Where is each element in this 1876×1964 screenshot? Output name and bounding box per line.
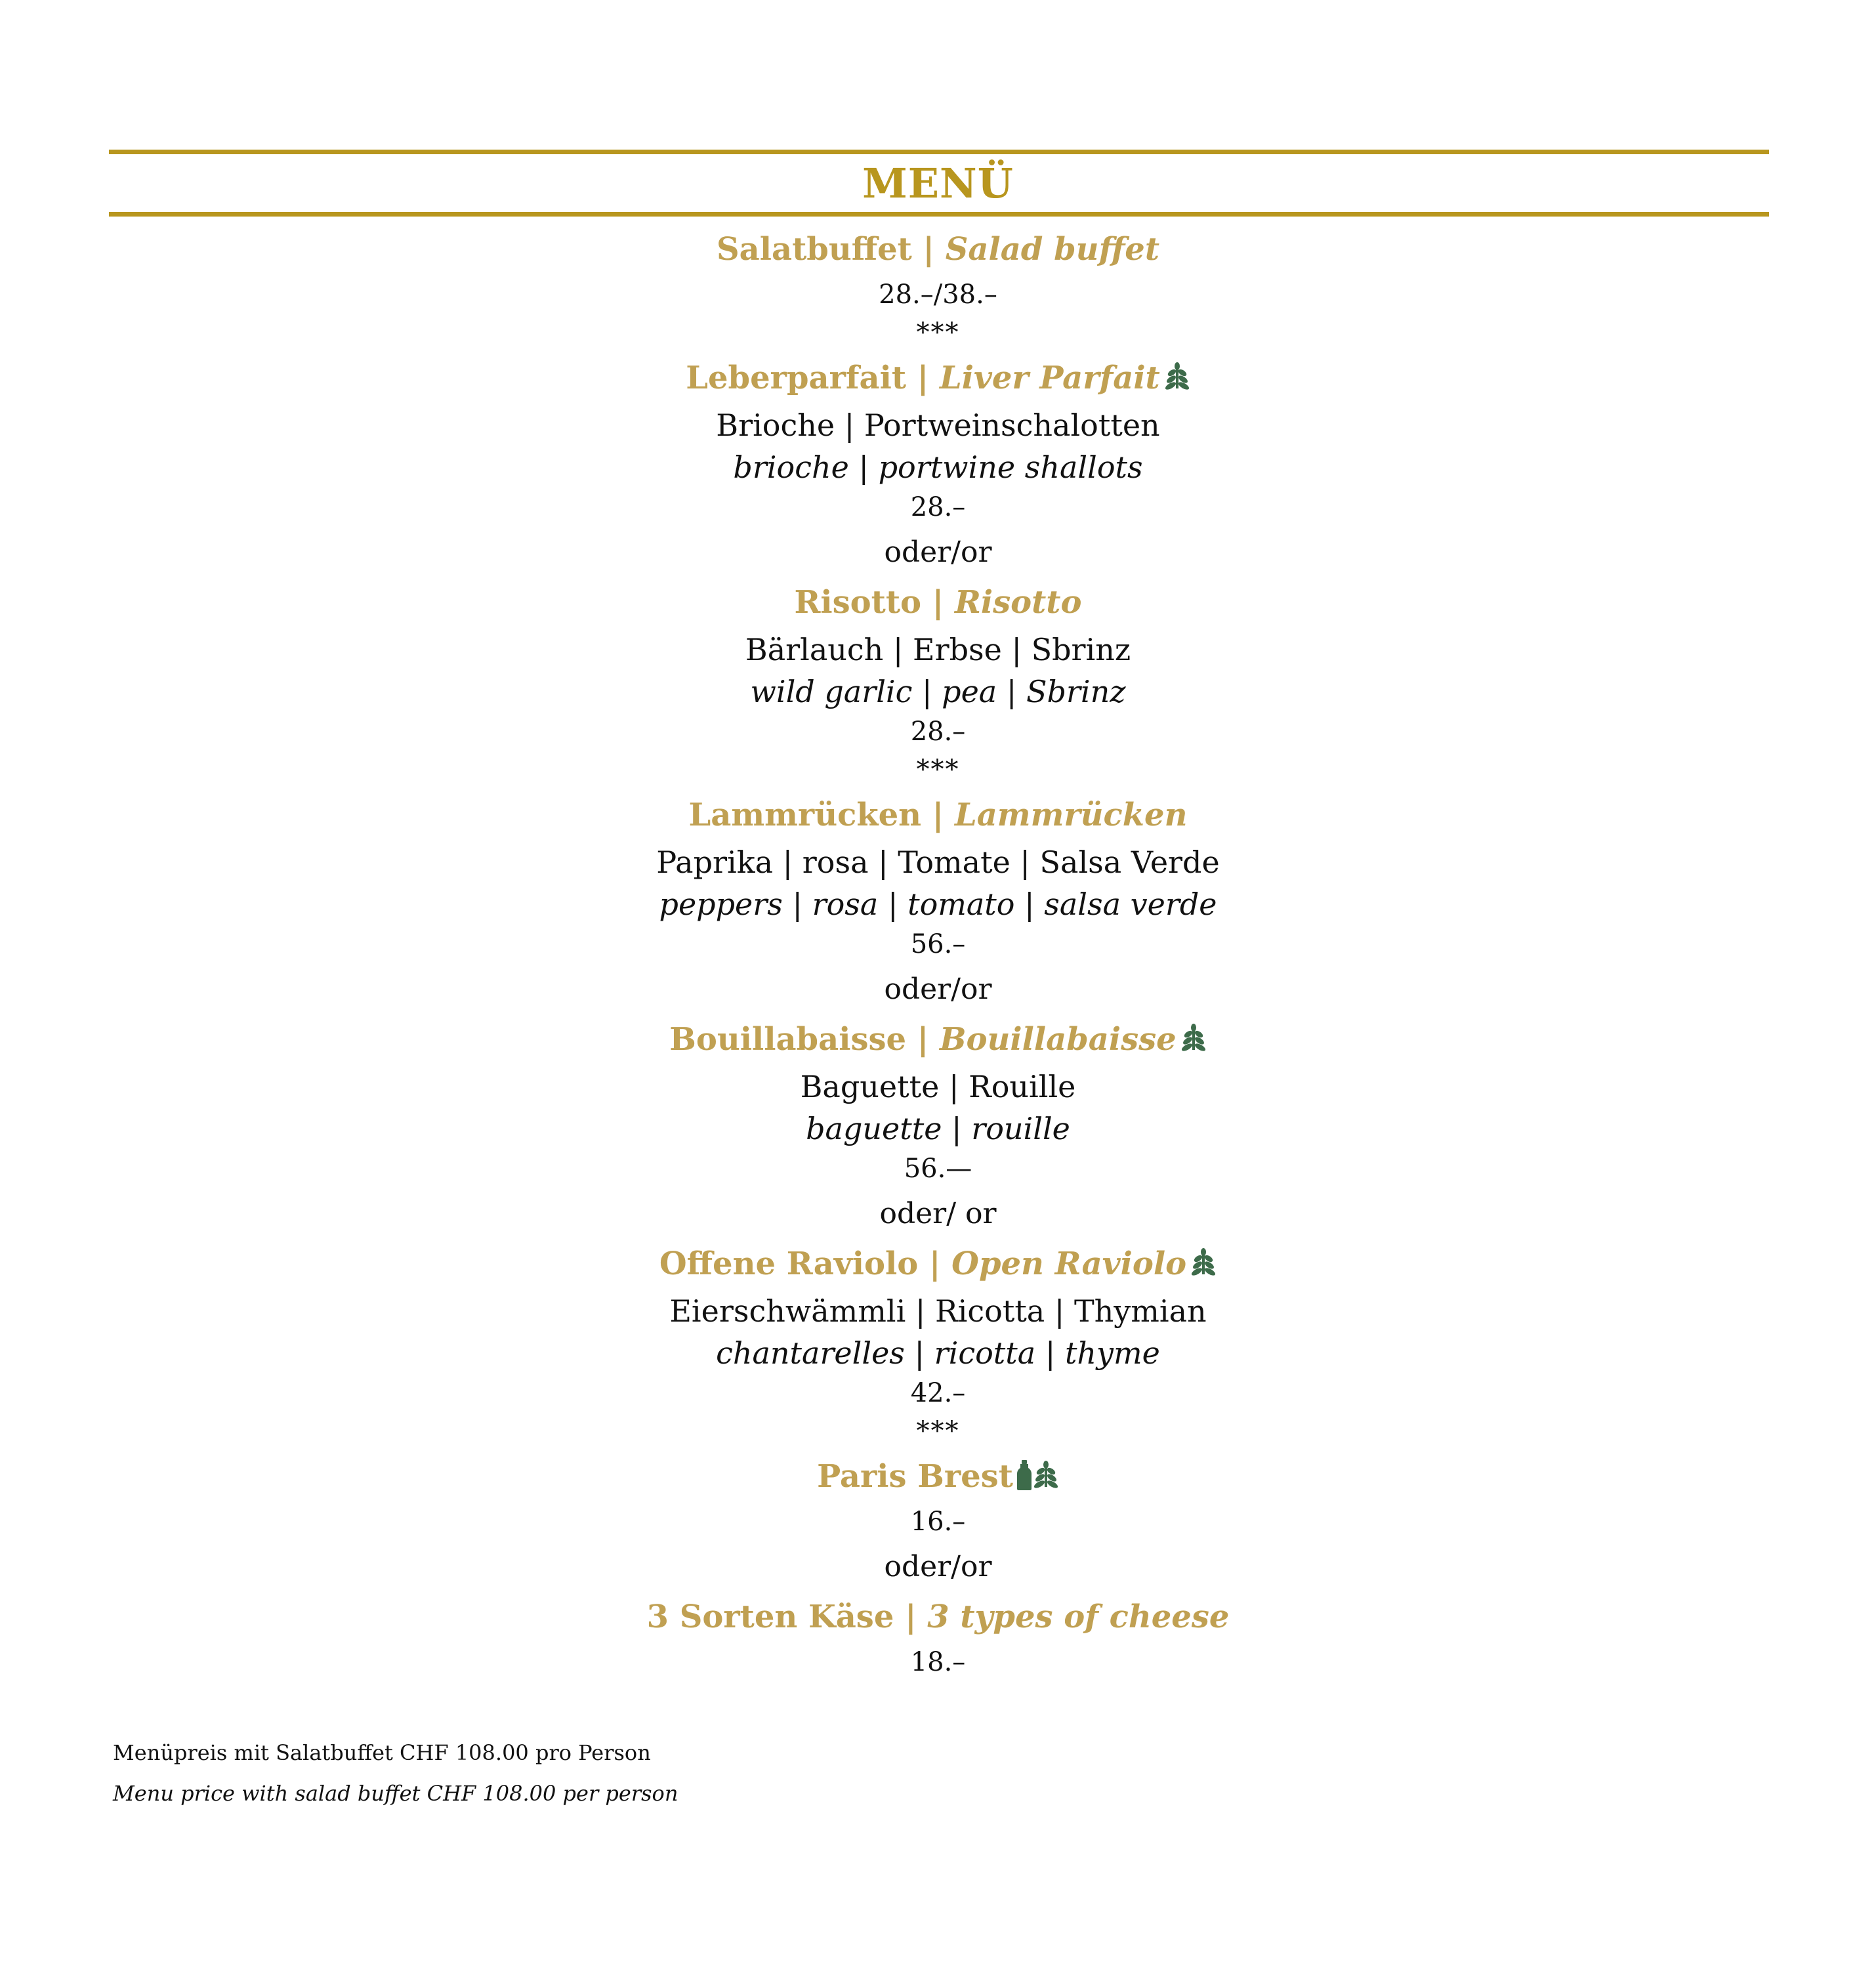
dish-name-en: Salad buffet — [945, 231, 1159, 268]
or-separator: oder/or — [884, 1550, 992, 1583]
dish-name-de: Risotto — [794, 584, 922, 621]
dish-title — [0, 223, 1876, 276]
dish-name-en: Bouillabaisse — [939, 1021, 1177, 1058]
dish-description-de: Brioche | Portweinschalotten — [716, 407, 1160, 443]
or-separator: oder/or — [884, 972, 992, 1006]
dish-price: 18.– — [910, 1647, 966, 1677]
dish-title — [0, 352, 1876, 404]
menu-item-bouillabaisse — [0, 1013, 1876, 1188]
menu-item-cheese — [0, 1591, 1876, 1681]
menu-list — [0, 223, 1876, 1681]
dish-price: 28.–/38.– — [879, 280, 997, 310]
top-rule — [109, 150, 1769, 154]
menu-item-risotto — [0, 576, 1876, 751]
dish-separator: | — [921, 797, 955, 833]
course-divider: *** — [916, 755, 960, 785]
dish-separator: | — [906, 360, 940, 396]
dish-name-de: Leberparfait — [686, 360, 907, 396]
wheat-leaf-icon — [1164, 362, 1190, 391]
dish-separator: | — [906, 1021, 940, 1058]
dish-description-en: brioche | portwine shallots — [733, 449, 1143, 485]
menu-item-paris-brest — [0, 1450, 1876, 1541]
dish-price: 56.— — [904, 1154, 972, 1184]
wheat-leaf-icon — [1180, 1024, 1207, 1053]
wheat-leaf-icon — [1033, 1461, 1059, 1490]
dish-description-de: Baguette | Rouille — [800, 1069, 1076, 1104]
dish-description-en: wild garlic | pea | Sbrinz — [750, 674, 1126, 709]
footer-note — [113, 1732, 1753, 1814]
dish-name-en: Liver Parfait — [939, 360, 1160, 396]
dish-title — [0, 1591, 1876, 1643]
dish-name-en: Risotto — [954, 584, 1082, 621]
course-divider: *** — [916, 1416, 960, 1446]
dish-price: 42.– — [910, 1378, 966, 1408]
dish-name-en: Lammrücken — [954, 797, 1188, 833]
dish-description-en: baguette | rouille — [806, 1111, 1070, 1146]
dish-description-en: chantarelles | ricotta | thyme — [716, 1335, 1160, 1371]
footer-price-de: Menüpreis mit Salatbuffet CHF 108.00 pro Person — [113, 1740, 651, 1765]
dish-title — [0, 576, 1876, 629]
dish-name-de: Bouillabaisse — [669, 1021, 907, 1058]
dish-name-de: 3 Sorten Käse — [646, 1598, 894, 1635]
dish-title — [0, 1450, 1876, 1503]
footer-price-en: Menu price with salad buffet CHF 108.00 per person — [113, 1781, 678, 1806]
menu-item-lamb — [0, 789, 1876, 963]
menu-item-liver-parfait — [0, 352, 1876, 526]
dish-name-de: Lammrücken — [688, 797, 922, 833]
wheat-leaf-icon — [1190, 1248, 1217, 1277]
dish-price: 16.– — [910, 1507, 966, 1537]
dish-description-en: peppers | rosa | tomato | salsa verde — [659, 887, 1217, 922]
dish-name-de: Offene Raviolo — [659, 1245, 919, 1282]
course-divider: *** — [916, 318, 960, 348]
bottom-rule — [109, 212, 1769, 217]
menu-item-salad-buffet — [0, 223, 1876, 314]
page-title: MENÜ — [862, 159, 1014, 207]
dish-name-de: Paris Brest — [817, 1458, 1013, 1495]
dish-title — [0, 789, 1876, 841]
dish-price: 28.– — [910, 492, 966, 522]
dish-price: 56.– — [910, 929, 966, 959]
dish-price: 28.– — [910, 717, 966, 747]
dish-separator: | — [918, 1245, 952, 1282]
menu-item-raviolo — [0, 1238, 1876, 1412]
dish-name-en: 3 types of cheese — [927, 1598, 1230, 1635]
bottle-icon — [1017, 1460, 1032, 1490]
dish-separator: | — [894, 1598, 928, 1635]
dish-description-de: Paprika | rosa | Tomate | Salsa Verde — [656, 845, 1220, 880]
or-separator: oder/ or — [879, 1197, 997, 1230]
dish-separator: | — [921, 584, 955, 621]
or-separator: oder/or — [884, 535, 992, 569]
dish-name-en: Open Raviolo — [951, 1245, 1187, 1282]
dish-description-de: Eierschwämmli | Ricotta | Thymian — [669, 1293, 1207, 1329]
dish-name-de: Salatbuffet — [717, 231, 912, 268]
dish-separator: | — [911, 231, 946, 268]
dish-title — [0, 1013, 1876, 1066]
dish-description-de: Bärlauch | Erbse | Sbrinz — [745, 632, 1131, 667]
dish-title — [0, 1238, 1876, 1290]
